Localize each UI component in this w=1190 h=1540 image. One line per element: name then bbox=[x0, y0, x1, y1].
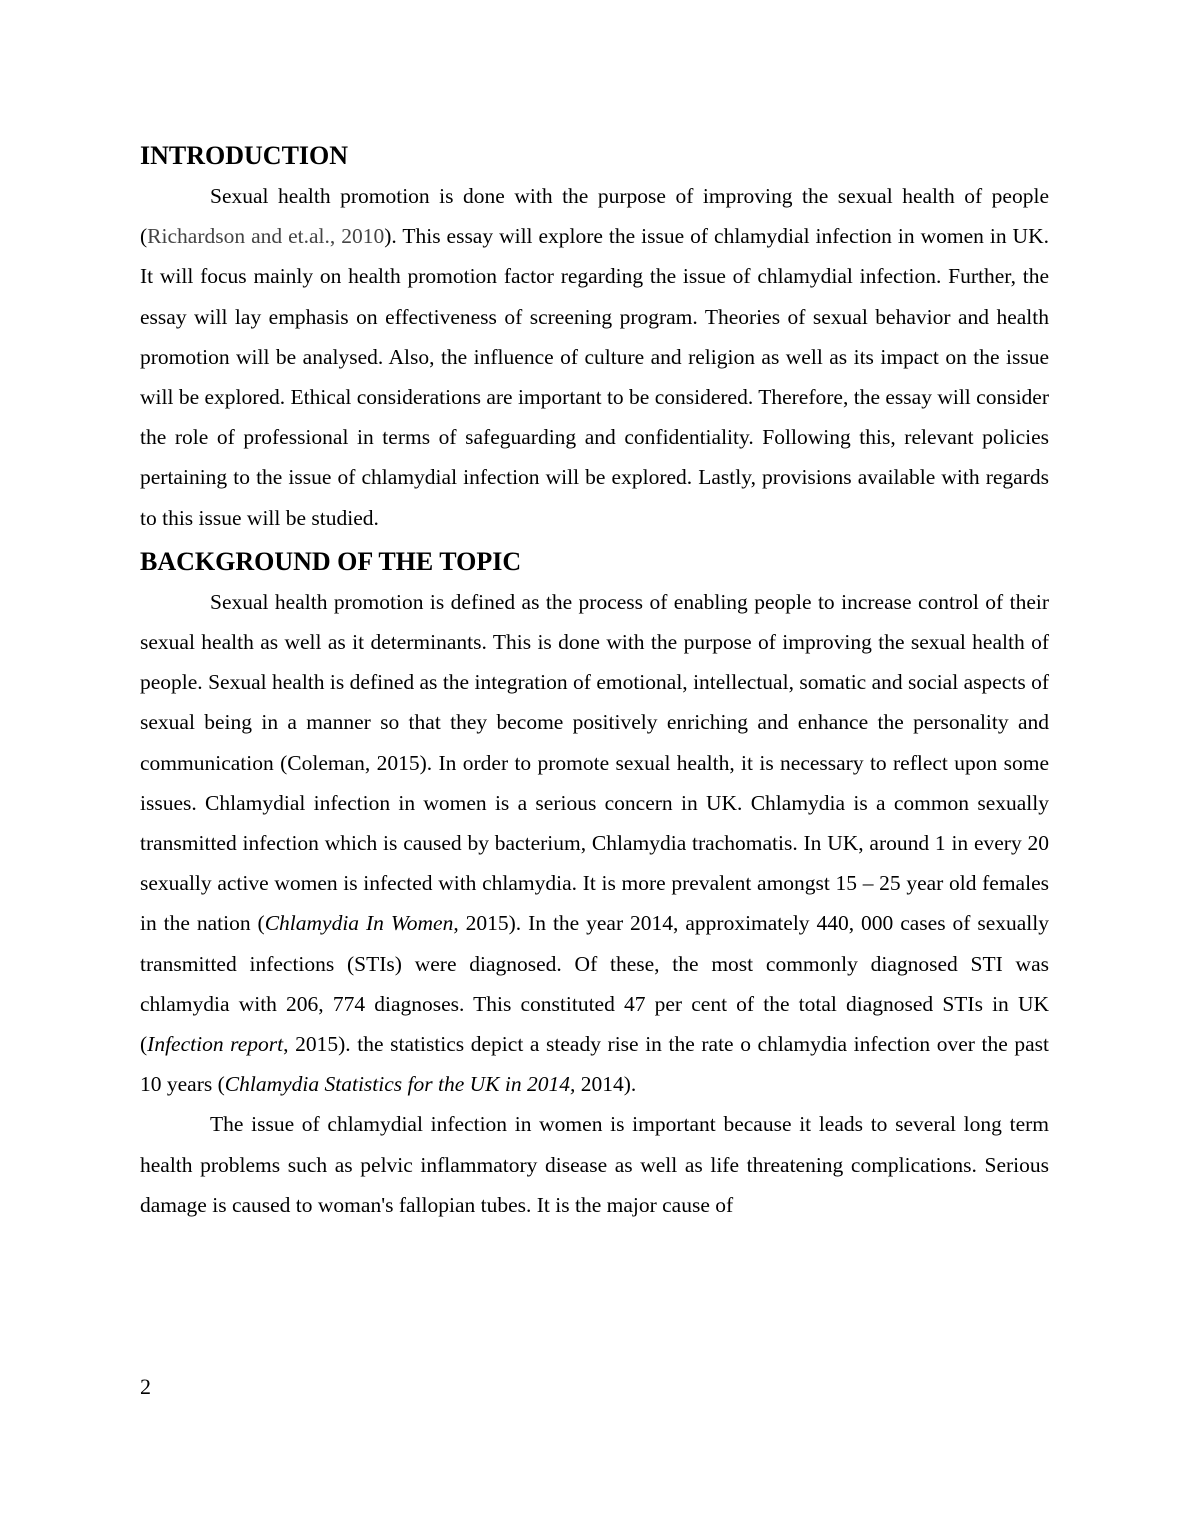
bg-text-c: , 2015). the statistics depict a steady rise in the rate o chlamydia infection over the past 10 years ( bbox=[140, 1032, 1049, 1097]
bg-text-d: 2014). bbox=[575, 1072, 637, 1097]
bg-text-b: , 2015). In the year 2014, approximately 440, 000 cases of sexually transmitted infections (STIs) were diagnosed. Of these, the most commonly diagnosed STI was chlamydia with 206, 774 diagnoses. This constituted 47 per cent of the total diagnosed STIs in UK ( bbox=[140, 911, 1049, 1057]
background-heading: BACKGROUND OF THE TOPIC bbox=[140, 546, 522, 576]
bg-citation-chlamydia-in-women: Chlamydia In Women bbox=[264, 911, 454, 936]
introduction-paragraph bbox=[140, 176, 1049, 538]
background-paragraph-1 bbox=[140, 582, 1049, 1105]
bg-citation-chlamydia-statistics: Chlamydia Statistics for the UK in 2014, bbox=[224, 1072, 576, 1097]
page-number: 2 bbox=[140, 1374, 151, 1399]
introduction-heading: INTRODUCTION bbox=[140, 141, 349, 170]
document-page bbox=[140, 138, 1049, 1225]
intro-text-end: ). This essay will explore the issue of chlamydial infection in women in UK. It will focus mainly on health promotion factor regarding the issue of chlamydial infection. Further, the essay will lay emphasis on effectiveness of screening program. Theories of sexual behavior and health promotion will be analysed. Also, the influence of culture and religion as well as its impact on the issue will be explored. Ethical considerations are important to be considered. Therefore, the essay will consider the role of professional in terms of safeguarding and confidentiality. Following this, relevant policies pertaining to the issue of chlamydial infection will be explored. Lastly, provisions available with regards to this issue will be studied. bbox=[140, 224, 1049, 530]
bg-citation-infection-report: Infection report bbox=[147, 1032, 284, 1057]
intro-text-start: Sexual health promotion is done with the purpose of improving the sexual health of people ( bbox=[140, 184, 1049, 249]
background-paragraph-2: The issue of chlamydial infection in women is important because it leads to several long term health problems such as pelvic inflammatory disease as well as life threatening complications. Serious damage is caused to woman's fallopian tubes. It is the major cause of bbox=[140, 1112, 1049, 1217]
intro-citation: Richardson and et.al., 2010 bbox=[147, 224, 385, 249]
bg-text-a: Sexual health promotion is defined as the process of enabling people to increase control of their sexual health as well as it determinants. This is done with the purpose of improving the sexual health of people. Sexual health is defined as the integration of emotional, intellectual, somatic and social aspects of sexual being in a manner so that they become positively enriching and enhance the personality and communication (Coleman, 2015). In order to promote sexual health, it is necessary to reflect upon some issues. Chlamydial infection in women is a serious concern in UK. Chlamydia is a common sexually transmitted infection which is caused by bacterium, Chlamydia trachomatis. In UK, around 1 in every 20 sexually active women is infected with chlamydia. It is more prevalent amongst 15 – 25 year old females in the nation ( bbox=[140, 589, 1049, 936]
